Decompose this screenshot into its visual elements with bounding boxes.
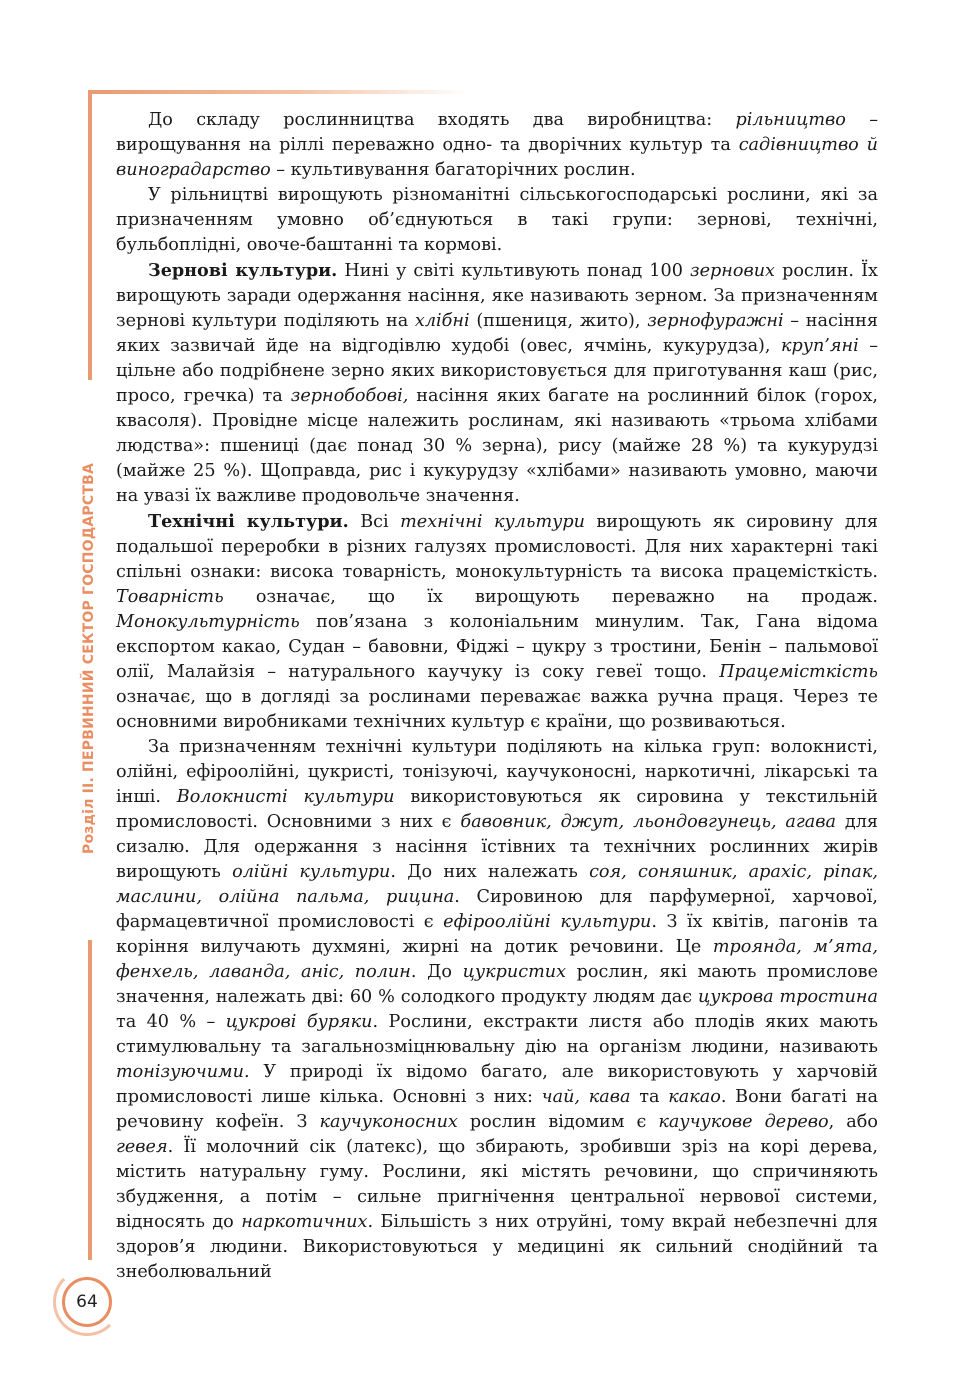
text-run: Нині у світі культивують понад 100 (337, 261, 690, 281)
text-run: – цільне або подрібнене зерно яких використовується для приготування каш (рис, просо, гречка) та (116, 336, 878, 406)
italic-term: цукристих (462, 962, 567, 982)
paragraph (116, 183, 878, 258)
text-run: . Сировиною для парфумерної, харчової, фармацевтичної промисловості є (116, 887, 878, 932)
italic-term: технічні культури (400, 512, 585, 532)
text-run: рослин відомим є (457, 1112, 659, 1132)
section-side-label-text: Розділ II. ПЕРВИННИЙ СЕКТОР ГОСПОДАРСТВА (81, 462, 97, 854)
text-run: . Вони багаті на речовину кофеїн. З (116, 1087, 878, 1132)
italic-term: хлібні (414, 311, 470, 331)
text-run: рослин. Їх вирощують заради одержання насіння, яке називають зерном. За призначенням зернові культури поділяють на (116, 261, 878, 331)
text-run: та (630, 1087, 669, 1107)
italic-term: Волокнисті культури (176, 787, 395, 807)
text-run: вирощують як сировину для подальшої переробки в різних галузях промисловості. Для них характерні такі спільні ознаки: висока товарність, монокультурність та висока працемісткість. (116, 512, 878, 582)
text-run: . У природі їх відомо багато, але використовують у харчовій промисловості лише кілька. Основні з них: (116, 1062, 878, 1107)
italic-term: олійні культури (232, 862, 391, 882)
italic-term: цукрові буряки (225, 1012, 373, 1032)
italic-term: зернофуражні (647, 311, 784, 331)
paragraph (116, 108, 878, 183)
bold-term: Технічні культури. (148, 511, 349, 532)
text-run: та 40 % – (116, 1012, 226, 1032)
text-run: . До них належать (390, 862, 590, 882)
italic-term: бавовник, джут, льондовгунець, агава (460, 812, 837, 832)
italic-term: зернобобові, (290, 386, 409, 406)
body-text (116, 108, 878, 1285)
italic-term: рільництво (735, 110, 846, 130)
text-run: Всі (348, 512, 401, 532)
paragraph (116, 735, 878, 1285)
italic-term: Монокультурність (116, 612, 300, 632)
paragraph (116, 509, 878, 735)
text-run: У рільництві вирощують різноманітні сільськогосподарські рослини, які за призначенням умовно об’єднуються в такі групи: зернові, технічні, бульбоплідні, овоче-баштанні та кормові. (116, 185, 878, 255)
text-run: . Більшість з них отруйні, тому вкрай небезпечні для здоров’я людини. Використовуються у медицині як сильний снодійний та знеболювальний (116, 1212, 878, 1282)
italic-term: ефіроолійні культури (443, 912, 652, 932)
text-run: для сизалю. Для одержання з насіння їстівних та технічних рослинних жирів вирощують (116, 812, 878, 882)
text-run: використовуються як сировина у текстильній промисловості. Основними з них є (116, 787, 878, 832)
italic-term: каучуконосних (319, 1112, 458, 1132)
italic-term: гевея (116, 1137, 168, 1157)
italic-term: чай, кава (541, 1087, 631, 1107)
italic-term: садівництво й виноградарство (116, 135, 878, 180)
text-run: До складу рослинництва входять два виробництва: (148, 110, 736, 130)
italic-term: Працемісткість (719, 662, 878, 682)
italic-term: цукрова тростина (698, 987, 878, 1007)
text-run: . Рослини, екстракти листя або плодів яких мають стимулювальну та загальнозміцнювальну дію на організм людини, називають (116, 1012, 878, 1057)
italic-term: троянда, м’ята, фенхель, лаванда, аніс, полин (116, 937, 878, 982)
italic-term: тонізуючими (116, 1062, 244, 1082)
text-run: (пшениця, жито), (469, 311, 648, 331)
text-run: означає, що в догляді за рослинами переважає важка ручна праця. Через те основними виробниками технічних культур є країни, що розвиваються. (116, 687, 878, 732)
text-run: означає, що їх вирощують переважно на продаж. (223, 587, 878, 607)
page-number (62, 1277, 112, 1327)
text-run: , або (828, 1112, 878, 1132)
italic-term: каучукове дерево (658, 1112, 829, 1132)
italic-term: Товарність (116, 587, 224, 607)
text-run: рослин, які мають промислове значення, належать дві: 60 % солодкого продукту людям дає (116, 962, 878, 1007)
text-run: . Її молочний сік (латекс), що збирають, зробивши зріз на корі дерева, містить натуральну гуму. Рослини, які містять речовини, що спричиняють збудження, а потім – сильне пригнічення центральної нервової системи, відносять до (116, 1137, 878, 1232)
top-decorative-rule (88, 90, 468, 94)
paragraph (116, 258, 878, 509)
bold-term: Зернові культури. (148, 260, 338, 281)
italic-term: наркотичних (241, 1212, 368, 1232)
italic-term: соя, соняшник, арахіс, ріпак, маслини, олійна пальма, рицина (116, 862, 878, 907)
text-run: пов’язана з колоніальним минулим. Так, Гана відома експортом какао, Судан – бавовни, Фіджі – цукру з тростини, Бенін – пальмової олії, Малайзія – натурального каучуку із соку гевеї тощо. (116, 612, 878, 682)
italic-term: зернових (690, 261, 775, 281)
text-run: – вирощування на ріллі переважно одно- та дворічних культур та (116, 110, 878, 155)
text-run: насіння яких багате на рослинний білок (горох, квасоля). Провідне місце належить рослинам, які називають «трьома хлібами людства»: пшениці (дає понад 30 % зерна), рису (майже 28 %) та кукурудзі (майже 25 %). Щоправда, рис і кукурудзу «хлібами» називають умовно, маючи на увазі їх важливе продовольче значення. (116, 386, 878, 506)
text-run: . До (410, 962, 463, 982)
side-decorative-rule-bottom (88, 940, 92, 1260)
side-decorative-rule-top (88, 90, 92, 380)
text-run: – культивування багаторічних рослин. (270, 160, 636, 180)
page-number-text: 64 (76, 1292, 98, 1312)
text-run: . З їх квітів, пагонів та коріння вилучають духмяні, жирні на дотик речовини. Це (116, 912, 878, 957)
text-run: За призначенням технічні культури поділяють на кілька груп: волокнисті, олійні, ефіроолійні, цукристі, тонізуючі, каучуконосні, наркотичні, лікарські та інші. (116, 737, 878, 807)
text-run: – насіння яких зазвичай йде на відгодівлю худобі (овес, ячмінь, кукурудза), (116, 311, 878, 356)
italic-term: круп’яні (780, 336, 859, 356)
italic-term: какао (668, 1087, 721, 1107)
